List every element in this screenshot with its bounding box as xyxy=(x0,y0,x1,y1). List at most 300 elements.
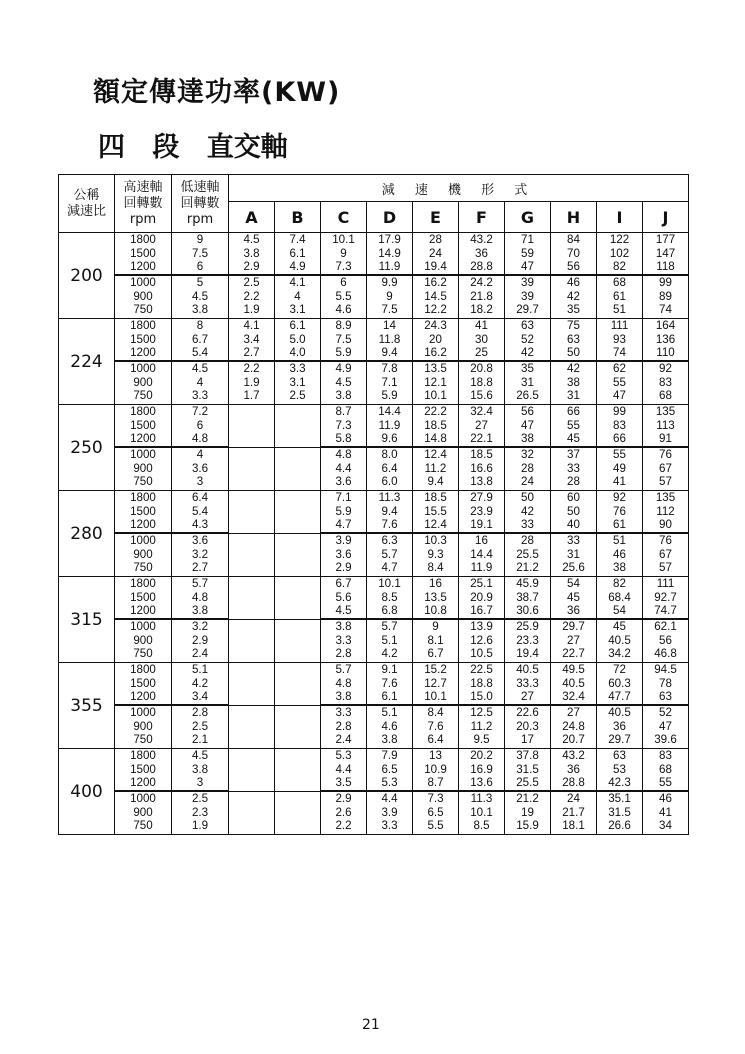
value-line: 33.3 xyxy=(516,676,539,690)
value-cell xyxy=(597,319,643,362)
value-line: 56 xyxy=(659,633,672,647)
value-line: 31.5 xyxy=(516,762,539,776)
value-line: 20.3 xyxy=(516,719,539,733)
value-line: 6.4 xyxy=(191,491,209,504)
value-line: 15.2 xyxy=(424,663,447,676)
value-cell xyxy=(367,577,413,620)
value-cell xyxy=(115,276,172,319)
value-cell xyxy=(172,534,229,577)
value-cell xyxy=(643,491,689,534)
value-line: 3.2 xyxy=(191,620,209,633)
value-line: 5.8 xyxy=(321,432,366,447)
value-cell xyxy=(229,706,275,749)
value-cell xyxy=(597,233,643,276)
value-line: 25.6 xyxy=(562,561,585,575)
value-line: 4.8 xyxy=(335,448,352,461)
value-cell xyxy=(551,233,597,276)
value-line: 21.2 xyxy=(516,561,539,575)
value-line: 1500 xyxy=(130,418,156,432)
value-line: 4.9 xyxy=(335,362,352,375)
value-line: 750 xyxy=(133,303,153,317)
value-line: 55 xyxy=(613,448,626,461)
value-cell xyxy=(321,534,367,577)
value-line: 6.5 xyxy=(381,762,398,776)
value-line: 10.1 xyxy=(424,389,447,403)
value-line: 36 xyxy=(551,604,596,619)
value-cell xyxy=(229,362,275,405)
value-cell xyxy=(172,362,229,405)
value-line: 93 xyxy=(613,332,626,346)
header-label-line: 減速比 xyxy=(66,203,106,219)
value-line: 3 xyxy=(172,776,228,791)
value-line: 31.5 xyxy=(608,805,631,819)
value-line: 32.4 xyxy=(470,405,493,418)
value-cell xyxy=(229,319,275,362)
value-line: 6 xyxy=(172,260,228,275)
value-line: 21.2 xyxy=(516,792,539,805)
value-line: 99 xyxy=(659,276,672,289)
table-row xyxy=(59,362,689,405)
value-line: 750 xyxy=(133,819,153,833)
value-line: 21.8 xyxy=(470,289,493,303)
value-line: 4.2 xyxy=(381,647,398,661)
value-cell xyxy=(275,319,321,362)
value-line: 92 xyxy=(659,362,672,375)
value-line: 1800 xyxy=(130,319,156,332)
value-line: 70 xyxy=(567,246,580,260)
value-line: 1000 xyxy=(130,276,156,289)
value-line: 5.7 xyxy=(335,663,352,676)
value-cell xyxy=(321,620,367,663)
value-line: 57 xyxy=(659,475,672,489)
value-line: 13.6 xyxy=(459,776,504,791)
value-line: 39 xyxy=(521,289,534,303)
value-line: 25.9 xyxy=(516,620,539,633)
value-line: 40.5 xyxy=(608,633,631,647)
value-line: 38 xyxy=(505,432,550,447)
value-line: 1500 xyxy=(130,762,156,776)
value-cell xyxy=(643,749,689,792)
value-line: 12.1 xyxy=(424,375,447,389)
value-line: 6.1 xyxy=(367,690,412,705)
value-line: 9.1 xyxy=(381,663,398,676)
value-line: 3.6 xyxy=(191,534,209,547)
value-line: 13.9 xyxy=(470,620,493,633)
value-line: 1200 xyxy=(115,604,171,619)
model-header-c: C xyxy=(321,202,367,233)
value-cell xyxy=(172,663,229,706)
value-line: 20.2 xyxy=(470,749,493,762)
value-line: 2.8 xyxy=(191,706,209,719)
value-line: 46 xyxy=(567,276,580,289)
value-line: 5.7 xyxy=(381,620,398,633)
value-line: 40 xyxy=(551,518,596,533)
value-cell xyxy=(597,620,643,663)
value-cell xyxy=(459,362,505,405)
table-row xyxy=(59,233,689,276)
value-line: 4.4 xyxy=(381,792,398,805)
value-line: 9.4 xyxy=(381,504,398,518)
value-line: 35 xyxy=(521,362,534,375)
value-line: 4.6 xyxy=(335,303,352,317)
value-line: 18.1 xyxy=(562,819,585,833)
value-line: 900 xyxy=(133,719,153,733)
value-cell xyxy=(115,792,172,835)
value-cell xyxy=(275,233,321,276)
value-line: 1000 xyxy=(130,362,156,375)
value-line: 20.9 xyxy=(470,590,493,604)
value-line: 49 xyxy=(613,461,626,475)
value-cell xyxy=(172,276,229,319)
value-cell xyxy=(275,448,321,491)
model-header-j: J xyxy=(643,202,689,233)
value-line: 36 xyxy=(475,246,488,260)
value-cell xyxy=(367,663,413,706)
value-cell xyxy=(551,362,597,405)
value-line: 15.0 xyxy=(459,690,504,705)
value-line: 40.5 xyxy=(562,676,585,690)
value-line: 5.1 xyxy=(381,706,398,719)
value-line: 1500 xyxy=(130,332,156,346)
value-line: 1800 xyxy=(130,577,156,590)
value-line: 3.8 xyxy=(335,620,352,633)
value-cell xyxy=(229,233,275,276)
value-cell xyxy=(321,276,367,319)
value-line: 10.1 xyxy=(332,233,355,246)
value-line: 19.1 xyxy=(459,518,504,533)
value-line: 6.1 xyxy=(289,319,306,332)
value-line: 5 xyxy=(196,276,204,289)
value-cell xyxy=(643,233,689,276)
value-line: 20.8 xyxy=(470,362,493,375)
value-line: 2.8 xyxy=(335,719,352,733)
value-line: 11.9 xyxy=(470,561,493,575)
value-line: 25 xyxy=(459,346,504,361)
value-line: 2.9 xyxy=(335,792,352,805)
value-cell xyxy=(367,448,413,491)
value-line: 3.8 xyxy=(191,303,209,317)
value-line: 6 xyxy=(196,418,204,432)
value-line: 8.5 xyxy=(473,819,490,833)
value-line: 8 xyxy=(196,319,204,332)
table-row xyxy=(59,319,689,362)
value-cell xyxy=(367,792,413,835)
value-line: 7.8 xyxy=(381,362,398,375)
value-line: 14.9 xyxy=(378,246,401,260)
value-cell xyxy=(367,749,413,792)
value-line: 27 xyxy=(567,706,580,719)
value-line: 29.7 xyxy=(562,620,585,633)
value-line: 34.2 xyxy=(608,647,631,661)
value-line: 35 xyxy=(567,303,580,317)
header-label-line: 回轉數 xyxy=(123,195,163,211)
value-cell xyxy=(505,620,551,663)
value-line: 42.3 xyxy=(597,776,642,791)
value-line: 3 xyxy=(196,475,204,489)
header-label-line: 高速軸 xyxy=(123,179,163,195)
model-header-h: H xyxy=(551,202,597,233)
value-line: 39.6 xyxy=(654,733,677,747)
value-line: 28.8 xyxy=(551,776,596,791)
value-cell xyxy=(551,405,597,448)
value-line: 38 xyxy=(567,375,580,389)
value-line: 4.5 xyxy=(191,362,209,375)
value-line: 13 xyxy=(429,749,442,762)
value-line: 4.4 xyxy=(335,762,352,776)
header-low-speed xyxy=(172,175,229,233)
value-cell xyxy=(643,362,689,405)
value-line: 29.7 xyxy=(516,303,539,317)
table-row xyxy=(59,620,689,663)
value-cell xyxy=(275,362,321,405)
value-cell xyxy=(321,577,367,620)
value-line: 36 xyxy=(613,719,626,733)
value-line: 9.4 xyxy=(427,475,444,489)
value-cell xyxy=(367,276,413,319)
value-line: 36 xyxy=(567,762,580,776)
value-line: 3.3 xyxy=(335,706,352,719)
value-line: 3.3 xyxy=(335,633,352,647)
value-line: 3.5 xyxy=(321,776,366,791)
value-line: 6.1 xyxy=(289,246,306,260)
value-line: 102 xyxy=(609,246,630,260)
table-row xyxy=(59,577,689,620)
value-line: 5.7 xyxy=(191,577,209,590)
value-line: 110 xyxy=(643,346,688,361)
value-line: 4.1 xyxy=(289,276,306,289)
model-header-i: I xyxy=(597,202,643,233)
value-cell xyxy=(321,491,367,534)
value-line: 35.1 xyxy=(608,792,631,805)
value-cell xyxy=(321,448,367,491)
value-line: 92.7 xyxy=(654,590,677,604)
value-line: 12.7 xyxy=(424,676,447,690)
value-cell xyxy=(505,792,551,835)
value-line: 60 xyxy=(567,491,580,504)
value-line: 111 xyxy=(656,577,675,590)
value-line: 24.8 xyxy=(562,719,585,733)
value-line: 3.9 xyxy=(335,534,352,547)
value-line: 18.8 xyxy=(470,676,493,690)
value-line: 83 xyxy=(613,418,626,432)
value-line: 32 xyxy=(521,448,534,461)
value-line: 2.5 xyxy=(191,719,209,733)
value-line: 9.3 xyxy=(427,547,444,561)
value-line: 750 xyxy=(133,733,153,747)
header-label-line: 低速軸 xyxy=(180,179,220,195)
value-cell xyxy=(459,491,505,534)
value-line: 4.8 xyxy=(191,590,209,604)
value-cell xyxy=(115,534,172,577)
value-line: 45.9 xyxy=(516,577,539,590)
ratio-cell: 315 xyxy=(59,577,115,663)
header-model-group: 減 速 機 形 式 xyxy=(229,175,689,202)
value-cell xyxy=(367,233,413,276)
value-line: 6.5 xyxy=(427,805,444,819)
power-rating-table xyxy=(58,174,689,835)
value-line: 1500 xyxy=(130,676,156,690)
value-line: 2.9 xyxy=(229,260,274,275)
value-line: 43.2 xyxy=(562,749,585,762)
value-line: 16 xyxy=(429,577,442,590)
value-line: 5.7 xyxy=(381,547,398,561)
value-line: 1800 xyxy=(130,405,156,418)
value-cell xyxy=(597,276,643,319)
value-line: 20.7 xyxy=(562,733,585,747)
value-cell xyxy=(643,706,689,749)
value-line: 3.1 xyxy=(289,303,306,317)
value-line: 18.8 xyxy=(470,375,493,389)
value-line: 13.5 xyxy=(424,590,447,604)
value-line: 50 xyxy=(521,491,534,504)
value-cell xyxy=(597,491,643,534)
value-cell xyxy=(643,448,689,491)
value-line: 900 xyxy=(133,289,153,303)
value-line: 28 xyxy=(521,534,534,547)
value-cell xyxy=(413,534,459,577)
value-cell xyxy=(367,620,413,663)
value-line: 3.4 xyxy=(243,332,260,346)
value-line: 113 xyxy=(656,418,675,432)
value-line: 4.7 xyxy=(321,518,366,533)
value-line: 28.8 xyxy=(459,260,504,275)
value-line: 12.5 xyxy=(470,706,493,719)
value-cell xyxy=(459,620,505,663)
value-cell xyxy=(172,792,229,835)
value-cell xyxy=(459,319,505,362)
page-title: 額定傳達功率(KW) xyxy=(93,77,341,108)
value-line: 90 xyxy=(643,518,688,533)
table-row xyxy=(59,792,689,835)
value-line: 63 xyxy=(521,319,534,332)
value-cell xyxy=(367,362,413,405)
value-line: 55 xyxy=(613,375,626,389)
value-line: 74 xyxy=(597,346,642,361)
header-label-line: 回轉數 xyxy=(180,195,220,211)
value-line: 56 xyxy=(521,405,534,418)
value-line: 27 xyxy=(567,633,580,647)
value-line: 6.4 xyxy=(427,733,444,747)
value-line: 14 xyxy=(383,319,396,332)
value-line: 4.0 xyxy=(275,346,320,361)
value-line: 40.5 xyxy=(608,706,631,719)
value-line: 135 xyxy=(655,491,676,504)
value-line: 28 xyxy=(567,475,580,489)
value-line: 82 xyxy=(613,577,626,590)
value-line: 21.7 xyxy=(562,805,585,819)
value-line: 9.4 xyxy=(367,346,412,361)
value-cell xyxy=(505,448,551,491)
value-line: 2.2 xyxy=(243,362,260,375)
value-line: 900 xyxy=(133,805,153,819)
value-line: 750 xyxy=(133,561,153,575)
ratio-cell: 224 xyxy=(59,319,115,405)
value-line: 56 xyxy=(551,260,596,275)
value-line: 9.9 xyxy=(381,276,398,289)
model-header-f: F xyxy=(459,202,505,233)
value-line: 42 xyxy=(521,504,534,518)
value-line: 27.9 xyxy=(470,491,493,504)
value-cell xyxy=(229,663,275,706)
value-cell xyxy=(275,405,321,448)
value-line: 99 xyxy=(613,405,626,418)
header-label-line: rpm xyxy=(129,211,157,227)
value-cell xyxy=(172,706,229,749)
value-line: 28 xyxy=(521,461,534,475)
value-line: 5.4 xyxy=(172,346,228,361)
value-line: 18.5 xyxy=(424,491,447,504)
value-line: 23.9 xyxy=(470,504,493,518)
value-line: 3.8 xyxy=(381,733,398,747)
value-cell xyxy=(229,749,275,792)
value-cell xyxy=(597,448,643,491)
value-cell xyxy=(229,448,275,491)
value-line: 1500 xyxy=(130,246,156,260)
value-cell xyxy=(115,749,172,792)
value-line: 5.5 xyxy=(335,289,352,303)
value-line: 19.4 xyxy=(413,260,458,275)
value-cell xyxy=(459,276,505,319)
value-line: 42 xyxy=(567,289,580,303)
model-header-a: A xyxy=(229,202,275,233)
value-line: 25.5 xyxy=(505,776,550,791)
page-subtitle: 四 段 直交軸 xyxy=(98,132,288,163)
value-line: 1200 xyxy=(115,432,171,447)
value-line: 3.1 xyxy=(289,375,306,389)
value-line: 11.2 xyxy=(424,461,447,475)
value-line: 83 xyxy=(659,749,672,762)
value-line: 136 xyxy=(655,332,676,346)
value-cell xyxy=(551,534,597,577)
value-line: 1000 xyxy=(130,448,156,461)
value-line: 4.1 xyxy=(243,319,260,332)
value-line: 7.3 xyxy=(427,792,444,805)
value-line: 43.2 xyxy=(470,233,493,246)
value-line: 32.4 xyxy=(551,690,596,705)
value-line: 3.9 xyxy=(381,805,398,819)
value-cell xyxy=(551,706,597,749)
value-cell xyxy=(643,577,689,620)
value-cell xyxy=(172,577,229,620)
value-line: 122 xyxy=(609,233,630,246)
value-line: 4.5 xyxy=(191,289,209,303)
value-line: 78 xyxy=(659,676,672,690)
value-line: 7.5 xyxy=(335,332,352,346)
value-line: 7.1 xyxy=(335,491,352,504)
value-line: 46.8 xyxy=(654,647,677,661)
value-line: 4.5 xyxy=(335,375,352,389)
value-line: 6.4 xyxy=(381,461,398,475)
value-cell xyxy=(597,663,643,706)
value-line: 18.2 xyxy=(470,303,493,317)
value-line: 17 xyxy=(521,733,534,747)
value-cell xyxy=(459,706,505,749)
value-cell xyxy=(505,362,551,405)
value-line: 68 xyxy=(659,762,672,776)
value-line: 1800 xyxy=(130,491,156,504)
value-cell xyxy=(413,448,459,491)
value-cell xyxy=(275,534,321,577)
value-cell xyxy=(643,792,689,835)
value-cell xyxy=(367,405,413,448)
value-cell xyxy=(459,405,505,448)
value-line: 6.7 xyxy=(335,577,352,590)
value-line: 68 xyxy=(659,389,672,403)
value-cell xyxy=(229,534,275,577)
value-cell xyxy=(229,620,275,663)
value-line: 4.9 xyxy=(275,260,320,275)
value-line: 71 xyxy=(521,233,534,246)
